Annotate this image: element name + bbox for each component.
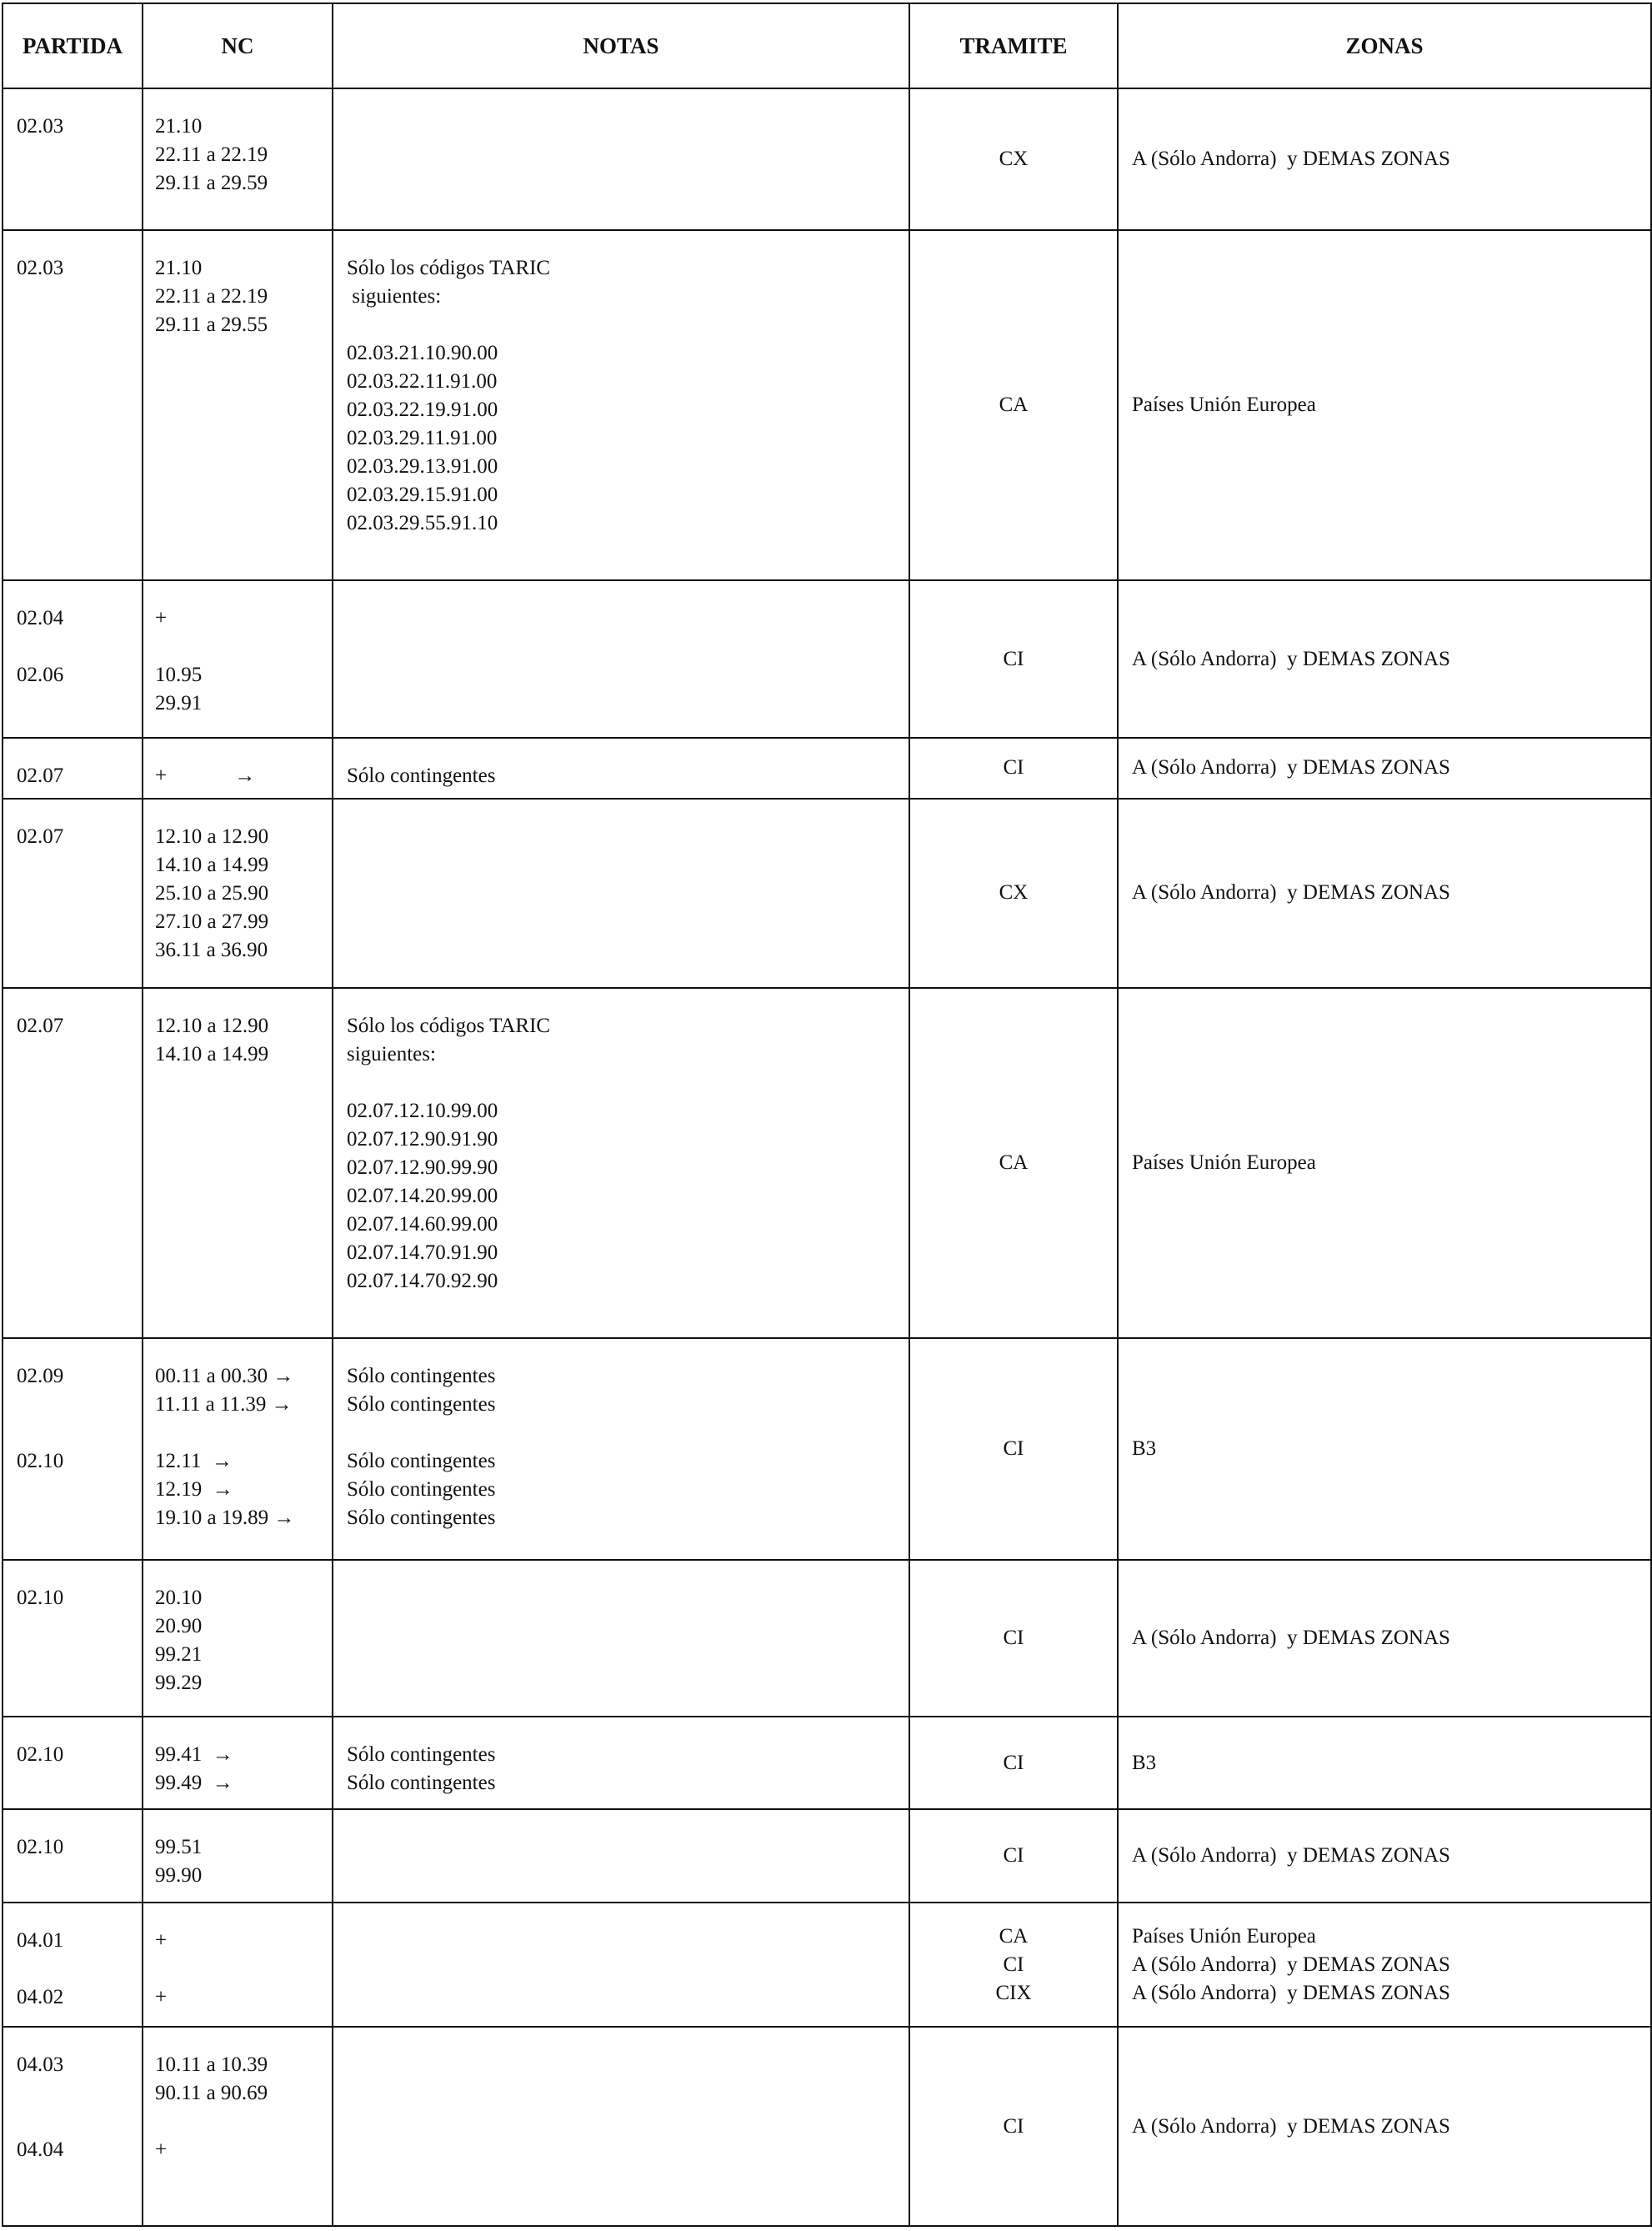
table-row <box>3 1903 1651 2028</box>
partida-text: 02.10 <box>17 1836 64 1859</box>
zonas-cell <box>1118 988 1651 1338</box>
nc-text: 99.51 99.90 <box>155 1836 203 1888</box>
nc-cell <box>143 1717 333 1809</box>
partida-text: 02.03 <box>17 115 64 138</box>
nc-cell <box>143 580 333 737</box>
tramite-cell <box>909 1903 1118 2028</box>
tramite-text: CI <box>1003 2114 1024 2138</box>
nc-cell <box>143 1903 333 2028</box>
nc-cell <box>143 738 333 799</box>
tariff-table <box>2 3 1652 2227</box>
table-row <box>3 1560 1651 1717</box>
notas-text: Sólo los códigos TARIC siguientes: 02.07.12.10.99.00 02.07.12.90.91.90 02.07.12.90.99.90 02.07.14.20.99.00 02.07.14.60.99.00 02.07.14.70.91.90 02.07.14.70.92.90 <box>347 1014 551 1292</box>
zonas-cell <box>1118 580 1651 737</box>
notas-text <box>333 1810 909 1833</box>
tramite-cell <box>909 230 1118 580</box>
header-tramite: TRAMITE <box>909 3 1118 88</box>
partida-text: 02.04 02.06 <box>17 607 64 687</box>
header-zonas: ZONAS <box>1118 3 1651 88</box>
tramite-cell <box>909 2027 1118 2226</box>
nc-cell <box>143 2027 333 2226</box>
zonas-text: Países Unión Europea A (Sólo Andorra) y DEMAS ZONAS A (Sólo Andorra) y DEMAS ZONAS <box>1132 1924 1450 2004</box>
tramite-text: CI <box>1003 1626 1024 1649</box>
tramite-cell <box>909 799 1118 988</box>
notas-cell <box>333 88 909 230</box>
table-row <box>3 580 1651 737</box>
table-row <box>3 88 1651 230</box>
zonas-cell <box>1118 799 1651 988</box>
nc-cell <box>143 1338 333 1560</box>
partida-text: 02.03 <box>17 257 64 280</box>
zonas-text: A (Sólo Andorra) y DEMAS ZONAS <box>1132 148 1450 171</box>
table-row <box>3 230 1651 580</box>
tramite-text: CI <box>1003 647 1024 670</box>
partida-cell <box>3 1717 143 1809</box>
nc-cell <box>143 988 333 1338</box>
nc-text: 00.11 a 00.30 → 11.11 a 11.39 → 12.11 → 12.19 → 19.10 a 19.89 → <box>155 1364 295 1529</box>
notas-cell <box>333 738 909 799</box>
partida-text: 02.07 <box>17 764 64 787</box>
zonas-text: A (Sólo Andorra) y DEMAS ZONAS <box>1132 881 1450 905</box>
tramite-cell <box>909 1717 1118 1809</box>
partida-text: 04.03 04.04 <box>17 2053 64 2162</box>
zonas-text: A (Sólo Andorra) y DEMAS ZONAS <box>1132 756 1450 780</box>
nc-text: + → <box>155 764 256 787</box>
notas-text <box>333 1561 909 1584</box>
partida-cell <box>3 580 143 737</box>
tramite-cell <box>909 1809 1118 1902</box>
nc-cell <box>143 799 333 988</box>
tramite-text: CX <box>999 148 1029 171</box>
nc-text: 21.10 22.11 a 22.19 29.11 a 29.59 <box>155 115 268 194</box>
zonas-text: Países Unión Europea <box>1132 394 1316 417</box>
zonas-text: A (Sólo Andorra) y DEMAS ZONAS <box>1132 2114 1450 2138</box>
tramite-cell <box>909 580 1118 737</box>
notas-text: Sólo contingentes <box>347 764 496 787</box>
tramite-text: CX <box>999 881 1029 905</box>
tramite-cell <box>909 738 1118 799</box>
partida-cell <box>3 88 143 230</box>
tramite-cell <box>909 1560 1118 1717</box>
notas-text: Sólo los códigos TARIC siguientes: 02.03.21.10.90.00 02.03.22.11.91.00 02.03.22.19.91.00 02.03.29.11.91.00 02.03.29.13.91.00 02.03.29.15.91.00 02.03.29.55.91.10 <box>347 257 551 535</box>
tramite-cell <box>909 88 1118 230</box>
nc-cell <box>143 88 333 230</box>
zonas-cell <box>1118 738 1651 799</box>
tramite-text: CI <box>1003 1843 1024 1867</box>
nc-text: 99.41 → 99.49 → <box>155 1743 233 1795</box>
zonas-cell <box>1118 1338 1651 1560</box>
nc-text: 12.10 a 12.90 14.10 a 14.99 25.10 a 25.90 27.10 a 27.99 36.11 a 36.90 <box>155 825 269 961</box>
nc-text: 20.10 20.90 99.21 99.29 <box>155 1586 203 1694</box>
notas-cell <box>333 1717 909 1809</box>
partida-cell <box>3 988 143 1338</box>
zonas-cell <box>1118 1560 1651 1717</box>
header-nc: NC <box>143 3 333 88</box>
tramite-cell <box>909 1338 1118 1560</box>
nc-cell <box>143 230 333 580</box>
notas-text: Sólo contingentes Sólo contingentes Sólo contingentes Sólo contingentes Sólo contingentes <box>347 1364 496 1529</box>
table-row <box>3 1809 1651 1902</box>
notas-text <box>333 89 909 113</box>
notas-cell <box>333 580 909 737</box>
partida-cell <box>3 738 143 799</box>
zonas-text: A (Sólo Andorra) y DEMAS ZONAS <box>1132 1626 1450 1649</box>
tramite-text: CI <box>1003 756 1024 780</box>
partida-text: 04.01 04.02 <box>17 1928 64 2008</box>
zonas-cell <box>1118 2027 1651 2226</box>
nc-text: 12.10 a 12.90 14.10 a 14.99 <box>155 1014 269 1065</box>
tramite-text: CI <box>1003 1751 1024 1774</box>
zonas-text: A (Sólo Andorra) y DEMAS ZONAS <box>1132 647 1450 670</box>
partida-cell <box>3 1903 143 2028</box>
tramite-text: CA <box>999 1151 1029 1174</box>
nc-text: + + <box>155 1928 168 2008</box>
zonas-text: B3 <box>1132 1436 1157 1460</box>
notas-text <box>333 800 909 823</box>
tramite-text: CI <box>1003 1436 1024 1460</box>
notas-text <box>333 2028 909 2051</box>
notas-cell <box>333 1338 909 1560</box>
notas-cell <box>333 1809 909 1902</box>
partida-cell <box>3 1809 143 1902</box>
header-row <box>3 3 1651 88</box>
table-body <box>3 88 1651 2226</box>
nc-cell <box>143 1809 333 1902</box>
table-row <box>3 1338 1651 1560</box>
table-row <box>3 1717 1651 1809</box>
partida-text: 02.10 <box>17 1586 64 1609</box>
partida-text: 02.07 <box>17 1014 64 1037</box>
notas-cell <box>333 2027 909 2226</box>
tramite-text: CA CI CIX <box>995 1924 1032 2004</box>
partida-cell <box>3 1338 143 1560</box>
notas-cell <box>333 1903 909 2028</box>
zonas-cell <box>1118 1809 1651 1902</box>
partida-text: 02.07 <box>17 825 64 848</box>
zonas-cell <box>1118 230 1651 580</box>
notas-text: Sólo contingentes Sólo contingentes <box>347 1743 496 1795</box>
zonas-text: A (Sólo Andorra) y DEMAS ZONAS <box>1132 1843 1450 1867</box>
notas-text <box>333 1903 909 1927</box>
partida-text: 02.09 02.10 <box>17 1364 64 1472</box>
header-notas: NOTAS <box>333 3 909 88</box>
tramite-cell <box>909 988 1118 1338</box>
table-row <box>3 738 1651 799</box>
table-row <box>3 2027 1651 2226</box>
zonas-cell <box>1118 88 1651 230</box>
header-partida: PARTIDA <box>3 3 143 88</box>
zonas-text: Países Unión Europea <box>1132 1151 1316 1174</box>
zonas-cell <box>1118 1903 1651 2028</box>
notas-cell <box>333 1560 909 1717</box>
tramite-text: CA <box>999 394 1029 417</box>
nc-cell <box>143 1560 333 1717</box>
partida-cell <box>3 2027 143 2226</box>
table-row <box>3 988 1651 1338</box>
notas-text <box>333 581 909 604</box>
nc-text: 21.10 22.11 a 22.19 29.11 a 29.55 <box>155 257 268 337</box>
partida-text: 02.10 <box>17 1743 64 1767</box>
table-row <box>3 799 1651 988</box>
notas-cell <box>333 988 909 1338</box>
zonas-text: B3 <box>1132 1751 1157 1774</box>
partida-cell <box>3 230 143 580</box>
zonas-cell <box>1118 1717 1651 1809</box>
nc-text: 10.11 a 10.39 90.11 a 90.69 + <box>155 2053 268 2162</box>
partida-cell <box>3 1560 143 1717</box>
notas-cell <box>333 799 909 988</box>
notas-cell <box>333 230 909 580</box>
partida-cell <box>3 799 143 988</box>
nc-text: + 10.95 29.91 <box>155 607 203 715</box>
